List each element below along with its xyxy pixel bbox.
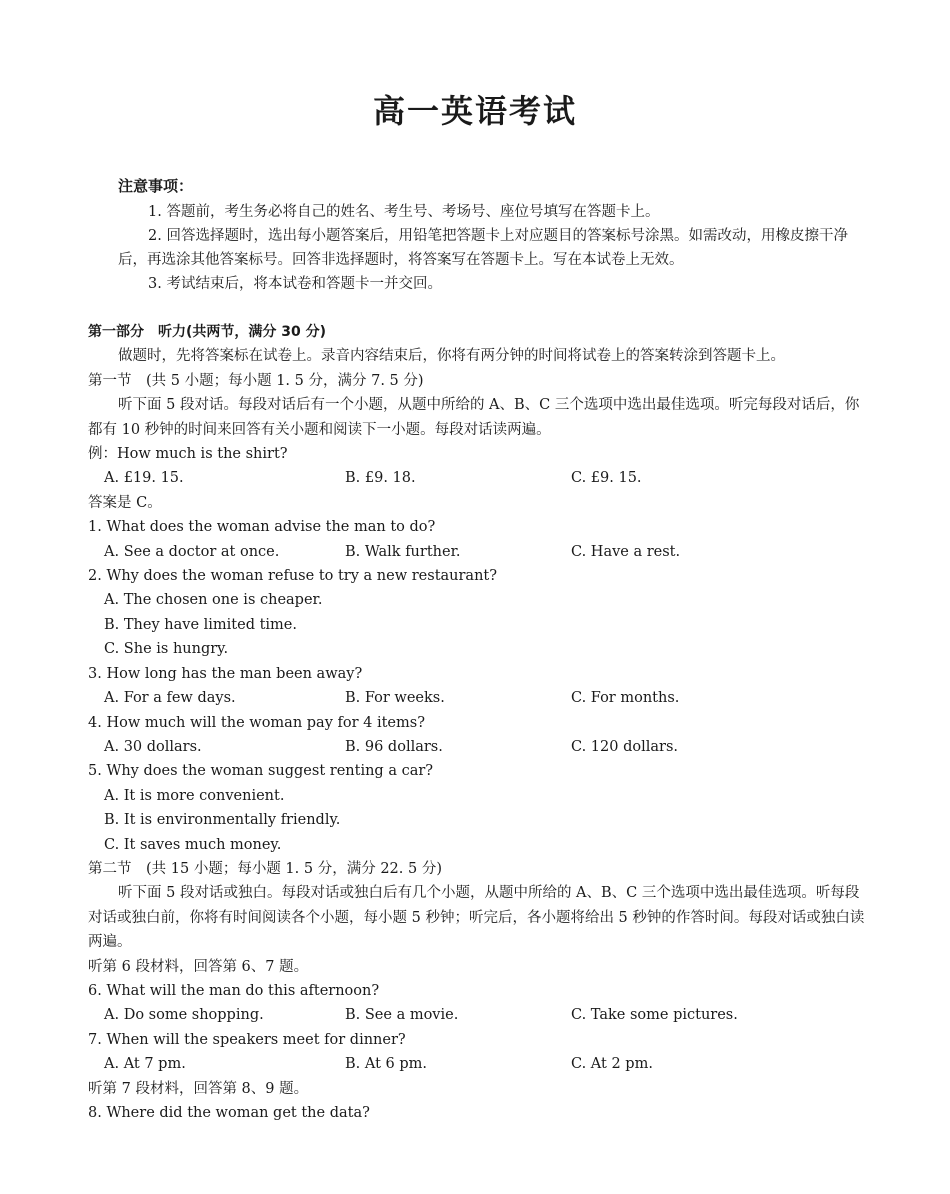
question-3: 3. How long has the man been away? <box>88 665 363 682</box>
option-c: C. £9. 15. <box>571 470 642 487</box>
options-1 <box>88 540 868 564</box>
option-a: A. See a doctor at once. <box>104 543 280 560</box>
example-options <box>88 466 868 490</box>
example-answer: 答案是 C。 <box>88 494 162 511</box>
section1-heading: 第一节 (共 5 小题；每小题 1. 5 分，满分 7. 5 分) <box>88 372 424 389</box>
options-3 <box>88 686 868 710</box>
option-b: B. See a movie. <box>345 1007 459 1024</box>
option-b: B. For weeks. <box>345 690 445 707</box>
material-7-note: 听第 7 段材料，回答第 8、9 题。 <box>88 1080 309 1097</box>
option-c: C. She is hungry. <box>104 641 229 658</box>
options-4 <box>88 735 868 759</box>
option-b: B. At 6 pm. <box>345 1056 428 1073</box>
option-c: C. 120 dollars. <box>571 738 678 755</box>
question-5: 5. Why does the woman suggest renting a car? <box>88 763 434 780</box>
option-c: C. It saves much money. <box>104 836 282 853</box>
notice-item: 2. 回答选择题时，选出每小题答案后，用铅笔把答题卡上对应题目的答案标号涂黑。如需改动，用橡皮擦干净后，再选涂其他答案标号。回答非选择题时，将答案写在答题卡上。写在本试卷上无效。 <box>118 228 848 268</box>
question-1: 1. What does the woman advise the man to do? <box>88 519 436 536</box>
option-c: C. At 2 pm. <box>571 1056 653 1073</box>
part1-heading: 第一部分 听力(共两节，满分 30 分) <box>88 324 327 340</box>
question-2: 2. Why does the woman refuse to try a new restaurant? <box>88 568 498 585</box>
notice-heading: 注意事项： <box>118 177 194 195</box>
page-title: 高一英语考试 <box>372 92 577 130</box>
question-7: 7. When will the speakers meet for dinner? <box>88 1031 406 1048</box>
section2-heading: 第二节 (共 15 小题；每小题 1. 5 分，满分 22. 5 分) <box>88 860 442 877</box>
example-question: 例：How much is the shirt? <box>88 446 288 463</box>
option-a: A. The chosen one is cheaper. <box>104 592 323 609</box>
option-a: A. £19. 15. <box>104 470 184 487</box>
question-4: 4. How much will the woman pay for 4 items? <box>88 714 425 731</box>
part1-instruction: 做题时，先将答案标在试卷上。录音内容结束后，你将有两分钟的时间将试卷上的答案转涂到答题卡上。 <box>118 348 785 365</box>
question-6: 6. What will the man do this afternoon? <box>88 982 380 999</box>
notice-item: 1. 答题前，考生务必将自己的姓名、考生号、考场号、座位号填写在答题卡上。 <box>148 204 660 220</box>
option-b: B. 96 dollars. <box>345 738 443 755</box>
option-b: B. They have limited time. <box>104 616 297 633</box>
option-a: A. It is more convenient. <box>104 787 285 804</box>
section1-instruction: 听下面 5 段对话。每段对话后有一个小题，从题中所给的 A、B、C 三个选项中选出最佳选项。听完每段对话后，你都有 10 秒钟的时间来回答有关小题和阅读下一小题。每段对话读两遍。 <box>88 397 860 438</box>
listening-part <box>88 320 868 1125</box>
option-b: B. £9. 18. <box>345 470 416 487</box>
options-6 <box>88 1003 868 1027</box>
option-c: C. For months. <box>571 690 680 707</box>
option-c: C. Take some pictures. <box>571 1007 738 1024</box>
option-a: A. At 7 pm. <box>104 1056 186 1073</box>
notice-section <box>118 174 866 296</box>
section2-instruction: 听下面 5 段对话或独白。每段对话或独白后有几个小题，从题中所给的 A、B、C 三个选项中选出最佳选项。听每段对话或独白前，你将有时间阅读各个小题，每小题 5 秒钟；听完后，各小题将给出 5 秒钟的作答时间。每段对话或独白读两遍。 <box>88 885 865 951</box>
option-a: A. For a few days. <box>104 690 236 707</box>
question-8: 8. Where did the woman get the data? <box>88 1105 370 1121</box>
notice-item: 3. 考试结束后，将本试卷和答题卡一并交回。 <box>148 276 442 292</box>
option-b: B. It is environmentally friendly. <box>104 812 341 829</box>
option-a: A. 30 dollars. <box>104 738 202 755</box>
option-a: A. Do some shopping. <box>104 1007 264 1024</box>
options-7 <box>88 1052 868 1076</box>
option-c: C. Have a rest. <box>571 543 681 560</box>
material-6-note: 听第 6 段材料，回答第 6、7 题。 <box>88 958 309 975</box>
option-b: B. Walk further. <box>345 543 461 560</box>
